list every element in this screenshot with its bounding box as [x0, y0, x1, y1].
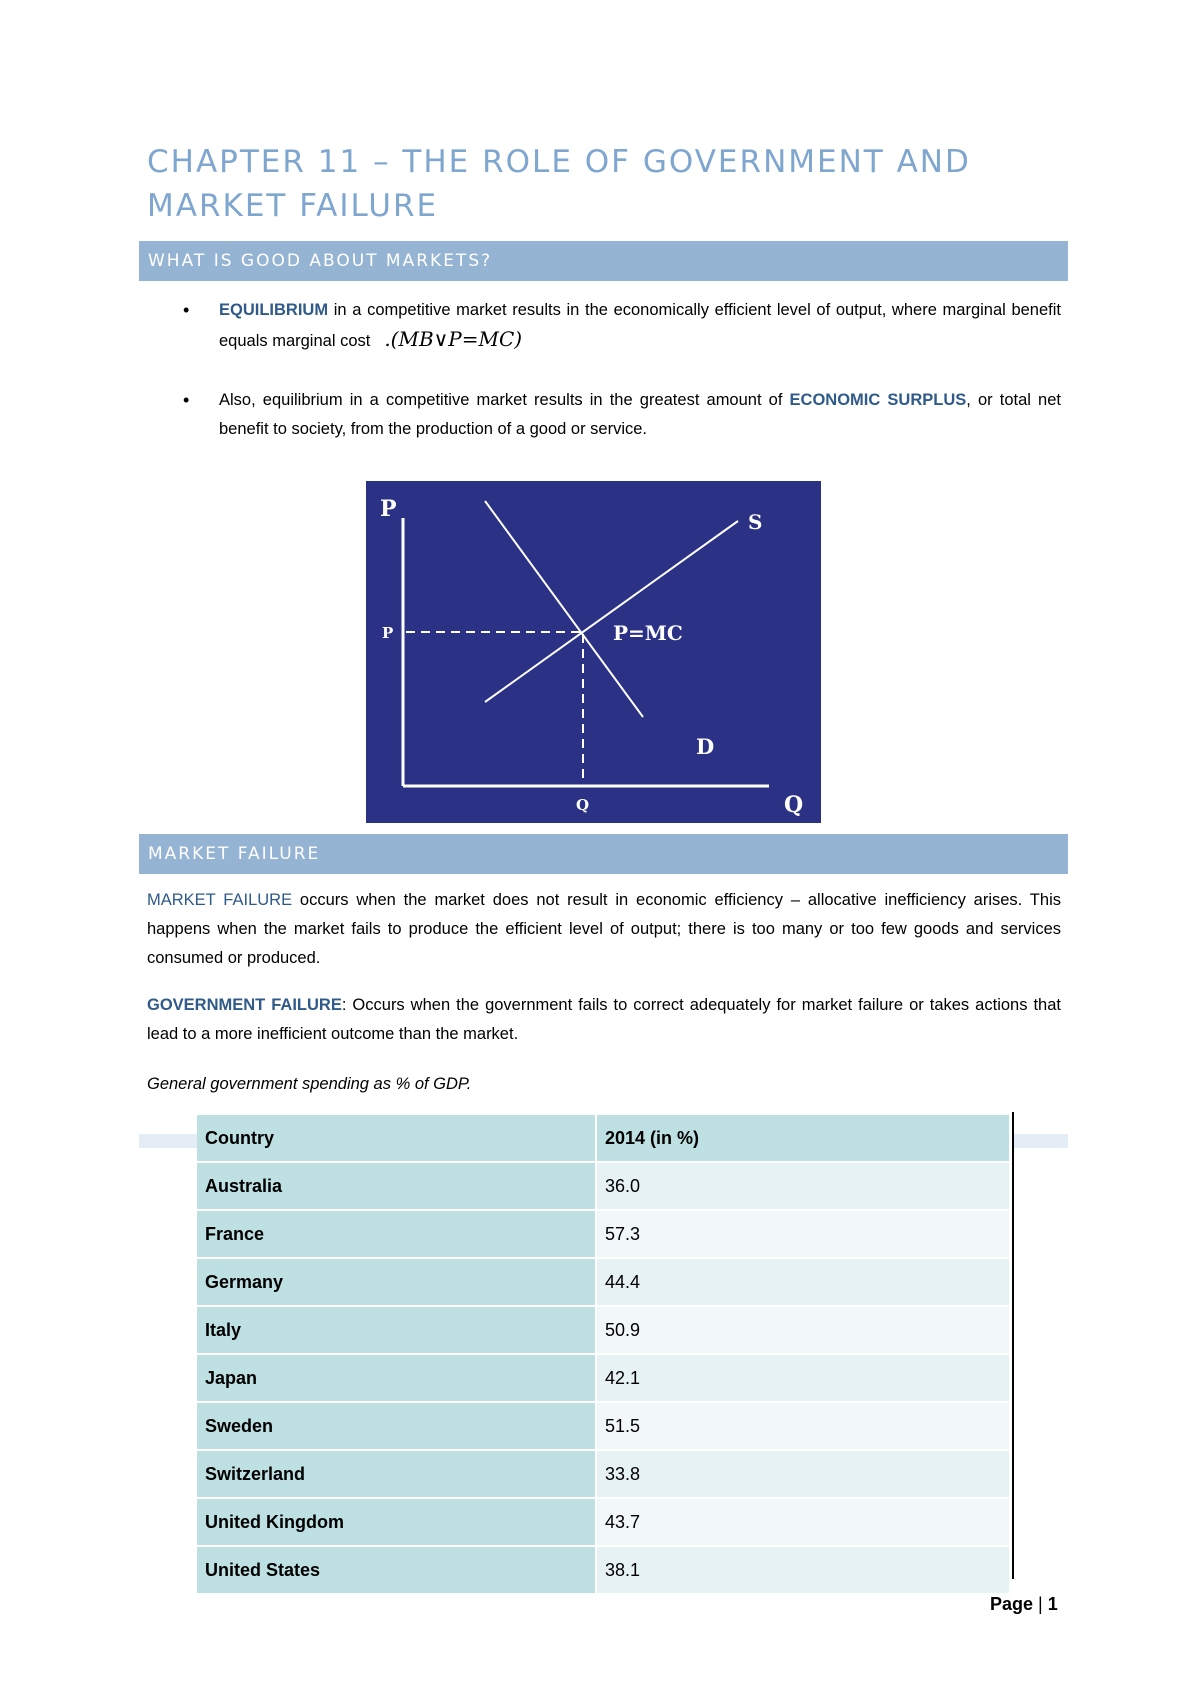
- bullet-equilibrium-text: in a competitive market results in the economically efficient level of output, where marginal benefit equals marginal cost: [219, 301, 1061, 350]
- table-row: [197, 1259, 1009, 1307]
- table-row: [197, 1499, 1009, 1547]
- keyword-economic-surplus: ECONOMIC SURPLUS: [789, 391, 967, 409]
- bullet-list: [175, 296, 1061, 444]
- decorative-strip-right: [1013, 1134, 1068, 1148]
- header-2014: 2014 (in %): [597, 1115, 1009, 1163]
- gdp-spending-table: [197, 1115, 1009, 1595]
- supply-demand-svg: [366, 481, 821, 823]
- formula-mb-p-mc: .(MB∨P=MC): [384, 327, 523, 351]
- table-row: [197, 1403, 1009, 1451]
- demand-label: D: [696, 734, 715, 759]
- value-cell: 42.1: [597, 1355, 1009, 1403]
- value-cell: 51.5: [597, 1403, 1009, 1451]
- title-line-2: MARKET FAILURE: [147, 188, 439, 224]
- bullet-dot: •: [183, 390, 190, 410]
- section-heading-good-markets: WHAT IS GOOD ABOUT MARKETS?: [139, 241, 1068, 281]
- country-cell: France: [197, 1211, 597, 1259]
- equilibrium-label: P=MC: [613, 621, 683, 645]
- quantity-tick-label: Q: [576, 796, 590, 814]
- country-cell: Japan: [197, 1355, 597, 1403]
- value-cell: 36.0: [597, 1163, 1009, 1211]
- title-line-1: CHAPTER 11 – THE ROLE OF GOVERNMENT AND: [147, 144, 971, 180]
- price-tick-label: P: [382, 624, 394, 642]
- bullet-economic-surplus: [175, 386, 1061, 444]
- table-row: [197, 1163, 1009, 1211]
- page-number-footer: [990, 1590, 1058, 1618]
- header-country: Country: [197, 1115, 597, 1163]
- table-row: [197, 1451, 1009, 1499]
- value-cell: 57.3: [597, 1211, 1009, 1259]
- table-row: [197, 1355, 1009, 1403]
- value-cell: 33.8: [597, 1451, 1009, 1499]
- section-heading-market-failure: MARKET FAILURE: [139, 834, 1068, 874]
- value-cell: 44.4: [597, 1259, 1009, 1307]
- value-cell: 50.9: [597, 1307, 1009, 1355]
- table-caption: General government spending as % of GDP.: [147, 1075, 472, 1093]
- page-separator: |: [1033, 1594, 1048, 1614]
- country-cell: Australia: [197, 1163, 597, 1211]
- bullet-surplus-text-after: , or total net benefit to society, from the production of a good or service.: [219, 391, 1061, 438]
- paragraph-market-failure: [147, 886, 1061, 973]
- page-number: 1: [1047, 1594, 1058, 1614]
- country-cell: Sweden: [197, 1403, 597, 1451]
- keyword-equilibrium: EQUILIBRIUM: [219, 301, 329, 319]
- country-cell: United Kingdom: [197, 1499, 597, 1547]
- bullet-surplus-text-before: Also, equilibrium in a competitive market results in the greatest amount of: [219, 391, 790, 409]
- table-right-rule: [1012, 1112, 1014, 1579]
- table-row: [197, 1211, 1009, 1259]
- y-axis-label: P: [380, 496, 397, 522]
- keyword-government-failure: GOVERNMENT FAILURE: [147, 996, 342, 1014]
- paragraph-government-failure: [147, 991, 1061, 1049]
- bullet-equilibrium: [175, 296, 1061, 356]
- gdp-spending-table-wrapper: [197, 1115, 1010, 1595]
- government-failure-text: : Occurs when the government fails to correct adequately for market failure or takes actions that lead to a more inefficient outcome than the market.: [147, 996, 1061, 1043]
- supply-demand-diagram: [366, 481, 821, 823]
- value-cell: 38.1: [597, 1547, 1009, 1595]
- country-cell: Switzerland: [197, 1451, 597, 1499]
- market-failure-text: occurs when the market does not result in economic efficiency – allocative inefficiency arises. This happens when the market fails to produce the efficient level of output; there is too many or too few goods and services consumed or produced.: [147, 891, 1061, 967]
- page-title: [147, 140, 1059, 228]
- value-cell: 43.7: [597, 1499, 1009, 1547]
- decorative-strip-left: [139, 1134, 199, 1148]
- keyword-market-failure: MARKET FAILURE: [147, 891, 293, 909]
- country-cell: United States: [197, 1547, 597, 1595]
- country-cell: Italy: [197, 1307, 597, 1355]
- table-row: [197, 1547, 1009, 1595]
- table-header-row: [197, 1115, 1009, 1163]
- supply-label: S: [748, 510, 763, 534]
- bullet-dot: •: [183, 300, 190, 320]
- x-axis-label: Q: [784, 792, 804, 818]
- table-row: [197, 1307, 1009, 1355]
- country-cell: Germany: [197, 1259, 597, 1307]
- page-label: Page: [990, 1594, 1034, 1614]
